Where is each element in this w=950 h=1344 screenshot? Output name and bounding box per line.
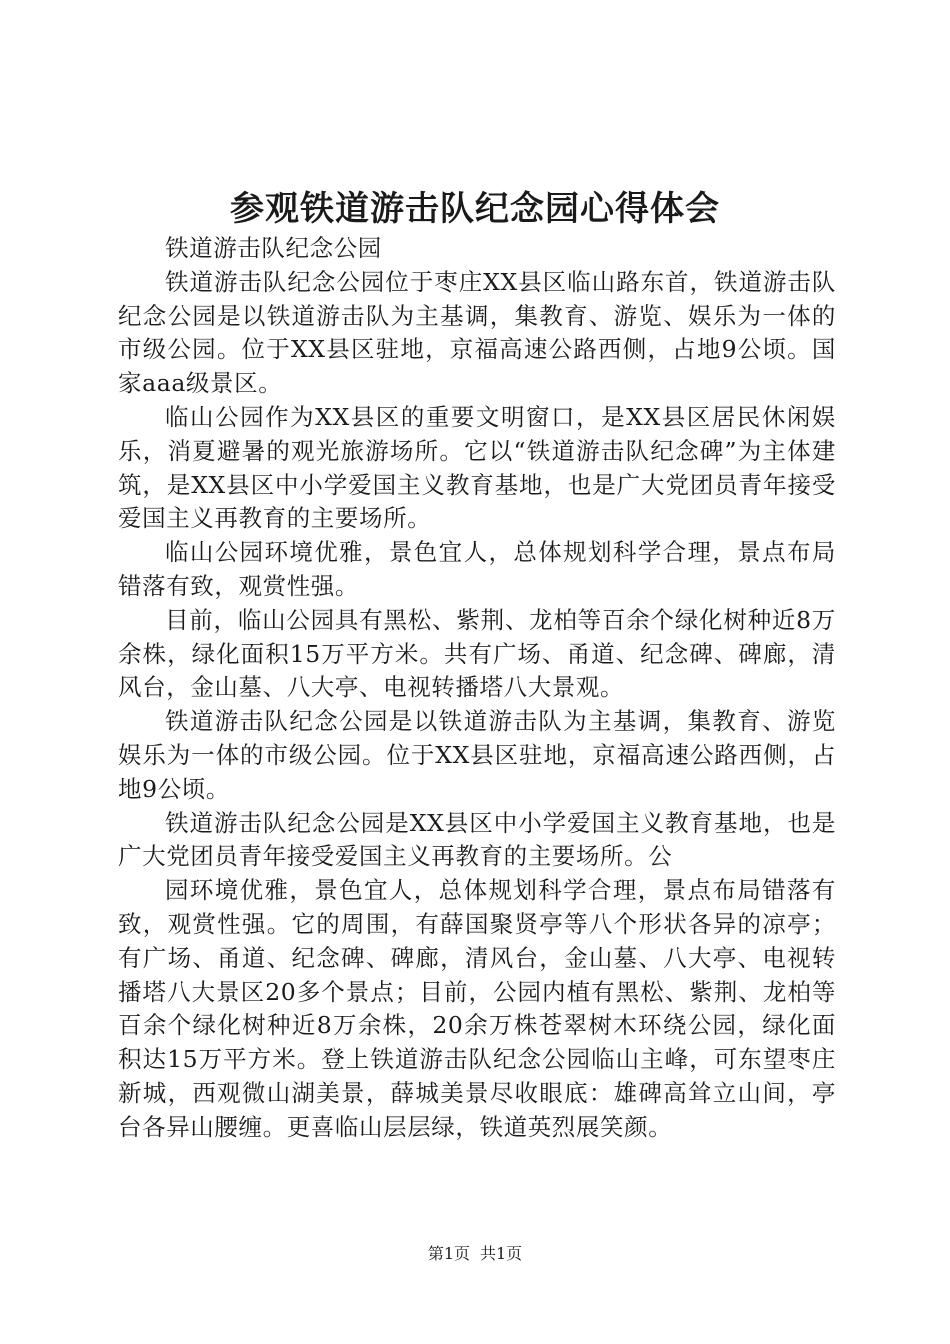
paragraph: 铁道游击队纪念公园是以铁道游击队为主基调，集教育、游览娱乐为一体的市级公园。位于XX县区驻地，京福高速公路西侧，占地9公顷。 [118,707,836,803]
document-body [118,232,836,1145]
page-footer [0,1243,950,1265]
paragraph: 临山公园环境优雅，景色宜人，总体规划科学合理，景点布局错落有致，观赏性强。 [118,538,836,600]
paragraph: 园环境优雅，景色宜人，总体规划科学合理，景点布局错落有致，观赏性强。它的周围，有薛国聚贤亭等八个形状各异的凉亭；有广场、甬道、纪念碑、碑廊，清风台，金山墓、八大亭、电视转播塔八大景区20多个景点；目前，公园内植有黑松、紫荆、龙柏等百余个绿化树种近8万余株，20余万株苍翠树木环绕公园，绿化面积达15万平方米。登上铁道游击队纪念公园临山主峰，可东望枣庄新城，西观微山湖美景，薛城美景尽收眼底：雄碑高耸立山间，亭台各异山腰缠。更喜临山层层绿，铁道英烈展笑颜。 [118,876,836,1141]
paragraph: 铁道游击队纪念公园是XX县区中小学爱国主义教育基地，也是广大党团员青年接受爱国主义再教育的主要场所。公 [118,808,836,871]
page-number-current: 第1页 [427,1244,470,1263]
paragraph: 临山公园作为XX县区的重要文明窗口，是XX县区居民休闲娱乐，消夏避暑的观光旅游场所。它以“铁道游击队纪念碑”为主体建筑，是XX县区中小学爱国主义教育基地，也是广大党团员青年接受爱国主义再教育的主要场所。 [118,402,836,533]
paragraph: 目前，临山公园具有黑松、紫荆、龙柏等百余个绿化树种近8万余株，绿化面积15万平方米。共有广场、甬道、纪念碑、碑廊，清风台，金山墓、八大亭、电视转播塔八大景观。 [118,605,836,702]
page-number-total: 共1页 [480,1244,523,1263]
paragraph-subtitle: 铁道游击队纪念公园 [165,234,382,262]
document-title: 参观铁道游击队纪念园心得体会 [230,189,720,229]
paragraph: 铁道游击队纪念公园位于枣庄XX县区临山路东首，铁道游击队纪念公园是以铁道游击队为主基调，集教育、游览、娱乐为一体的市级公园。位于XX县区驻地，京福高速公路西侧，占地9公顷。国家aaa级景区。 [118,267,836,398]
